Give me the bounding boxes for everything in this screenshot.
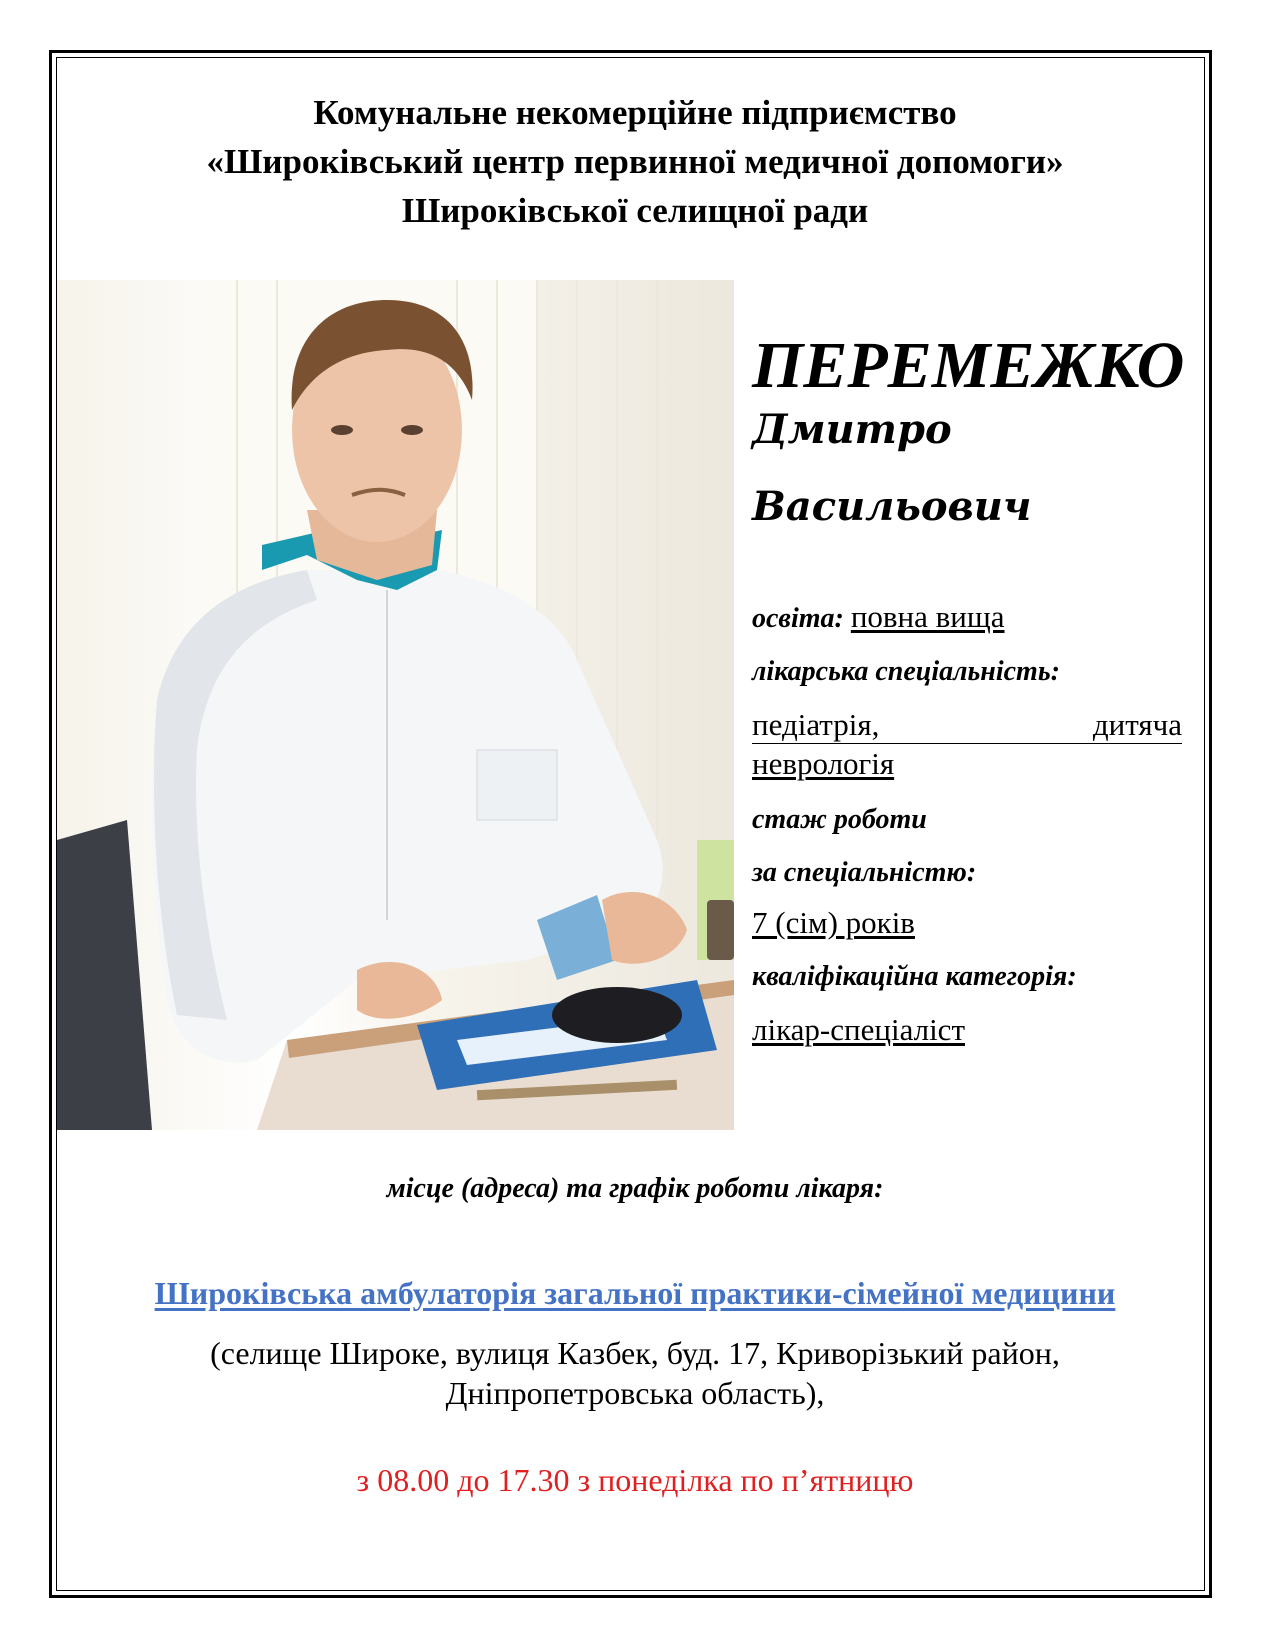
doctor-surname: ПЕРЕМЕЖКО bbox=[752, 329, 1185, 402]
org-line-2: «Широківський центр первинної медичної допомоги» bbox=[206, 142, 1064, 181]
clinic-address bbox=[60, 1333, 1210, 1413]
address-line-2: Дніпропетровська область), bbox=[445, 1375, 825, 1411]
category-label: кваліфікаційна категорія: bbox=[752, 961, 1077, 992]
doctor-first-name: Дмитро bbox=[752, 406, 952, 453]
clinic-name-link[interactable]: Широківська амбулаторія загальної практики-сімейної медицини bbox=[154, 1275, 1116, 1311]
specialty-label: лікарська спеціальність: bbox=[752, 656, 1060, 687]
working-hours: з 08.00 до 17.30 з понеділка по п’ятницю bbox=[356, 1462, 914, 1498]
experience-label-1: стаж роботи bbox=[752, 804, 927, 835]
org-line-3: Широківської селищної ради bbox=[401, 191, 869, 230]
category-value: лікар-спеціаліст bbox=[752, 1012, 965, 1047]
experience-label-2: за спеціальністю: bbox=[752, 857, 977, 888]
specialty-word-2: дитяча bbox=[1092, 707, 1182, 742]
experience-value: 7 (сім) років bbox=[752, 905, 915, 940]
specialty-word-1: педіатрія, bbox=[752, 707, 880, 742]
specialty-value-line1 bbox=[752, 707, 1182, 744]
education-value: повна вища bbox=[850, 599, 1005, 634]
schedule-label: місце (адреса) та графік роботи лікаря: bbox=[386, 1173, 884, 1204]
education-row bbox=[752, 600, 1005, 636]
doctor-photo bbox=[57, 280, 734, 1130]
address-line-1: (селище Широке, вулиця Казбек, буд. 17, Криворізький район, bbox=[210, 1335, 1060, 1371]
specialty-value-line2: неврологія bbox=[752, 746, 895, 781]
education-label: освіта: bbox=[752, 603, 844, 634]
org-line-1: Комунальне некомерційне підприємство bbox=[313, 93, 957, 132]
doctor-patronymic: Васильович bbox=[752, 483, 1032, 530]
organization-header bbox=[60, 88, 1210, 235]
doctor-photo-illustration bbox=[57, 280, 734, 1130]
